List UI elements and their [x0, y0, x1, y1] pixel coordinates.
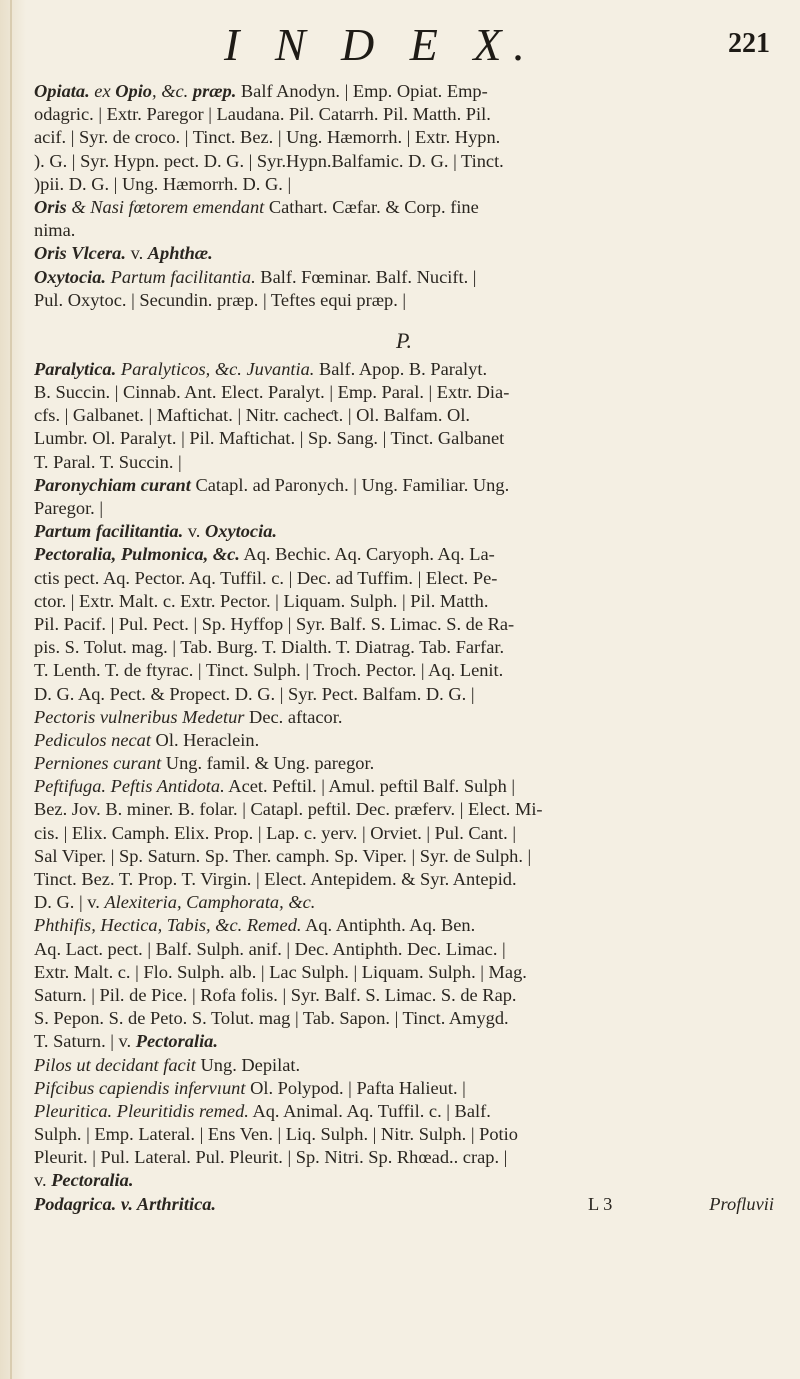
page-header: [0, 18, 800, 70]
index-line: [34, 381, 774, 404]
index-text: B. Succin. | Cinnab. Ant. Elect. Paralyt. | Emp. Paral. | Extr. Dia-: [34, 382, 510, 403]
index-term: Oxytocia.: [34, 266, 107, 287]
running-title: I N D E X.: [224, 19, 537, 70]
index-line: [34, 706, 774, 729]
index-line: [34, 242, 774, 265]
index-note: Pediculos necat: [34, 729, 151, 750]
index-text: acif. | Syr. de croco. | Tinct. Bez. | Ung. Hæmorrh. | Extr. Hypn.: [34, 127, 501, 148]
index-text: Saturn. | Pil. de Pice. | Rofa folis. | Syr. Balf. S. Limac. S. de Rap.: [34, 984, 517, 1005]
index-line: [34, 451, 774, 474]
index-line: [34, 868, 774, 891]
index-text: odagric. | Extr. Paregor | Laudana. Pil. Catarrh. Pil. Matth. Pil.: [34, 104, 491, 125]
binding-gutter: [0, 0, 26, 1379]
index-line: [34, 266, 774, 289]
index-line: [34, 752, 774, 775]
index-term: Oris Vlcera.: [34, 243, 126, 264]
index-text: Ol. Heraclein.: [150, 729, 260, 750]
index-text: T. Saturn. | v.: [34, 1031, 136, 1052]
gutter-line: [10, 0, 12, 1379]
index-term: Oris: [34, 196, 67, 217]
index-line: [34, 474, 774, 497]
index-term: Opiata.: [34, 81, 90, 101]
index-text: S. Pepon. S. de Peto. S. Tolut. mag | Tab. Sapon. | Tinct. Amygd.: [34, 1008, 509, 1029]
index-text: Dec. aftacor.: [244, 706, 343, 727]
index-line: [34, 1169, 774, 1192]
index-text: Aq. Lact. pect. | Balf. Sulph. anif. | Dec. Antiphth. Dec. Limac. |: [34, 938, 506, 959]
index-text: Extr. Malt. c. | Flo. Sulph. alb. | Lac Sulph. | Liquam. Sulph. | Mag.: [34, 961, 527, 982]
index-term: Opio: [115, 81, 153, 101]
index-line: [34, 103, 774, 126]
index-line: [34, 1030, 774, 1053]
index-line: [34, 659, 774, 682]
index-note: Paralyticos, &c. Juvantia.: [116, 358, 315, 379]
index-note: &: [66, 196, 91, 217]
index-line: [34, 427, 774, 450]
catchword: Profluvii: [709, 1193, 774, 1214]
index-text: Lumbr. Ol. Paralyt. | Pil. Maftichat. | Sp. Sang. | Tinct. Galbanet: [34, 428, 505, 449]
index-text: Bez. Jov. B. miner. B. folar. | Catapl. peftil. Dec. præferv. | Elect. Mi-: [34, 799, 543, 820]
index-text: D. G. Aq. Pect. & Propect. D. G. | Syr. Pect. Balfam. D. G. |: [34, 683, 475, 704]
index-note: Pectoris vulneribus Medetur: [34, 706, 245, 727]
index-text: Paregor. |: [34, 498, 104, 518]
index-line: [34, 636, 774, 659]
index-text: T. Lenth. T. de ftyrac. | Tinct. Sulph. | Troch. Pector. | Aq. Lenit.: [34, 660, 504, 681]
index-note: Phthifis, Hectica, Tabis, &c. Remed.: [34, 915, 302, 936]
index-line: [34, 891, 774, 914]
index-line: [34, 938, 774, 961]
index-line: [34, 126, 774, 149]
index-term: Partum facilitantia.: [34, 521, 184, 542]
index-line: [34, 914, 774, 937]
index-text: cis. | Elix. Camph. Elix. Prop. | Lap. c. yerv. | Orviet. | Pul. Cant. |: [34, 822, 517, 843]
index-line: [34, 1100, 774, 1123]
index-text: Pil. Pacif. | Pul. Pect. | Sp. Hyffop | Syr. Balf. S. Limac. S. de Ra-: [34, 613, 515, 634]
index-text: Acet. Peftil. | Amul. peftil Balf. Sulph |: [224, 776, 516, 797]
index-line: [34, 590, 774, 613]
index-text: Ol. Polypod. | Pafta Halieut. |: [245, 1077, 466, 1098]
footer-entry: Podagrica. v. Arthritica.: [34, 1193, 217, 1214]
index-line: [34, 497, 774, 520]
index-line: [34, 1007, 774, 1030]
index-note: Pleuritica. Pleuritidis remed.: [34, 1100, 249, 1121]
index-text: v.: [183, 521, 205, 542]
index-text: pis. S. Tolut. mag. | Tab. Burg. T. Dialth. T. Diatrag. Tab. Farfar.: [34, 637, 505, 658]
index-text: Balf. Apop. B. Paralyt.: [314, 358, 488, 379]
index-text: ). G. | Syr. Hypn. pect. D. G. | Syr.Hypn.Balfamic. D. G. | Tinct.: [34, 150, 504, 171]
index-line: [34, 520, 774, 543]
index-line: [34, 173, 774, 196]
page-footer: [34, 1193, 774, 1219]
index-text: )pii. D. G. | Ung. Hæmorrh. D. G. |: [34, 173, 292, 194]
signature-mark: L 3: [588, 1193, 613, 1214]
index-line: [34, 845, 774, 868]
index-line: [34, 961, 774, 984]
index-line: [34, 404, 774, 427]
index-text: Balf Anodyn. | Emp. Opiat. Emp-: [236, 81, 488, 101]
index-term: Paralytica.: [34, 358, 117, 379]
index-text: Ung. Depilat.: [195, 1054, 301, 1075]
index-note: Peftifuga. Peftis Antidota.: [34, 776, 225, 797]
index-term: Aphthæ.: [147, 243, 213, 264]
index-note: Pifcibus capiendis infervıunt: [34, 1077, 246, 1098]
index-line: [34, 289, 774, 312]
index-text: Cathart. Cæfar. & Corp. fine: [264, 196, 479, 217]
index-text: ctor. | Extr. Malt. c. Extr. Pector. | Liquam. Sulph. | Pil. Matth.: [34, 590, 489, 611]
index-term: Pectoralia, Pulmonica, &c.: [34, 544, 240, 565]
index-term: Oxytocia.: [204, 521, 277, 542]
index-note: ex: [89, 81, 116, 101]
index-line: [34, 822, 774, 845]
index-text: v.: [34, 1170, 52, 1191]
index-term: præp.: [192, 81, 237, 101]
index-note: Partum facilitantia.: [106, 266, 256, 287]
index-text: Tinct. Bez. T. Prop. T. Virgin. | Elect. Antepidem. & Syr. Antepid.: [34, 869, 517, 889]
index-note: Perniones curant: [34, 753, 162, 774]
index-line: [34, 1146, 774, 1169]
index-line: [34, 567, 774, 590]
index-text: Catapl. ad Paronych. | Ung. Familiar. Ung.: [190, 474, 510, 495]
index-term: Paronychiam curant: [34, 474, 191, 495]
index-line: [34, 196, 774, 219]
index-text: ctis pect. Aq. Pector. Aq. Tuffil. c. | Dec. ad Tuffim. | Elect. Pe-: [34, 567, 498, 588]
index-line: [34, 613, 774, 636]
index-text: D. G. | v.: [34, 892, 105, 913]
index-text: nima.: [34, 220, 76, 241]
index-text: Sal Viper. | Sp. Saturn. Sp. Ther. camph. Sp. Viper. | Syr. de Sulph. |: [34, 845, 532, 866]
index-note: Alexiteria, Camphorata, &c.: [104, 892, 316, 913]
index-note: Nasi fœtorem emendant: [90, 196, 265, 217]
index-line: [34, 150, 774, 173]
index-note: Pilos ut decidant facit: [34, 1054, 196, 1075]
index-line: [34, 543, 774, 566]
index-term: Pectoralia.: [51, 1170, 134, 1191]
index-line: [34, 219, 774, 242]
index-line: [34, 1054, 774, 1077]
index-line: [34, 984, 774, 1007]
index-line: [34, 798, 774, 821]
section-letter: P.: [395, 327, 413, 353]
index-line: [34, 775, 774, 798]
index-text: Aq. Bechic. Aq. Caryoph. Aq. La-: [239, 544, 495, 565]
index-text: Ung. famil. & Ung. paregor.: [161, 753, 375, 774]
index-text: Pleurit. | Pul. Lateral. Pul. Pleurit. | Sp. Nitri. Sp. Rhœad.. crap. |: [34, 1147, 508, 1168]
page-number: 221: [728, 28, 770, 59]
index-term: Pectoralia.: [135, 1031, 218, 1052]
index-line: [34, 729, 774, 752]
index-line: [34, 80, 774, 103]
index-text: T. Paral. T. Succin. |: [34, 451, 182, 472]
index-text: Sulph. | Emp. Lateral. | Ens Ven. | Liq. Sulph. | Nitr. Sulph. | Potio: [34, 1124, 518, 1145]
index-line: [34, 683, 774, 706]
index-note: , &c.: [152, 81, 193, 101]
index-line: [34, 1123, 774, 1146]
index-line: [34, 1077, 774, 1100]
index-text: Pul. Oxytoc. | Secundin. præp. | Teftes equi præp. |: [34, 289, 407, 310]
index-text: Aq. Animal. Aq. Tuffil. c. | Balf.: [248, 1100, 491, 1121]
index-text: v.: [125, 243, 148, 264]
index-text: cfs. | Galbanet. | Maftichat. | Nitr. cacheƈt. | Ol. Balfam. Ol.: [34, 405, 471, 426]
index-line: [34, 358, 774, 381]
index-body: [34, 80, 774, 1219]
index-text: Aq. Antiphth. Aq. Ben.: [301, 915, 476, 936]
index-text: Balf. Fœminar. Balf. Nucift. |: [255, 266, 477, 287]
